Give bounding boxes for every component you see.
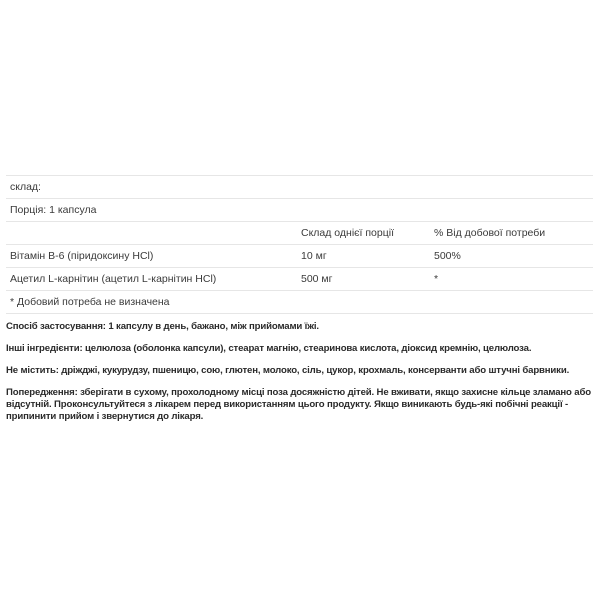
ingredient-name: Вітамін B-6 (піридоксину HCl) [10, 250, 154, 262]
ingredient-amount: 10 мг [301, 250, 327, 262]
table-row [6, 245, 593, 268]
ingredient-daily-value: 500% [434, 250, 461, 262]
header-daily-value: % Від добової потреби [434, 227, 546, 239]
supplement-facts-table [6, 175, 593, 314]
usage-instructions: Спосіб застосування: 1 капсулу в день, бажано, між прийомами їжі. [6, 321, 319, 332]
ingredient-name: Ацетил L-карнітин (ацетил L-карнітин HCl) [10, 273, 217, 285]
warning-text: Попередження: зберігати в сухому, прохолодному місці поза досяжністю дітей. Не вживати, якщо захисне кільце зламано або відсутній. Проконсультуйтеся з лікарем перед використанням цього продукту. Якщо виникають будь-які побічні реакції - припинити прийом і звернутися до лікаря. [6, 387, 591, 422]
header-amount-per-serving: Склад однієї порції [301, 227, 394, 239]
other-ingredients: Інші інгредієнти: целюлоза (оболонка капсули), стеарат магнію, стеаринова кислота, діоксид кремнію, целюлоза. [6, 343, 532, 354]
section-label: склад: [10, 181, 41, 193]
ingredient-daily-value: * [434, 273, 439, 285]
section-label-row [6, 176, 593, 199]
footnote: * Добовий потреба не визначена [10, 296, 170, 308]
table-header-row [6, 222, 593, 245]
serving-size: Порція: 1 капсула [10, 204, 97, 216]
footnote-row [6, 291, 593, 314]
ingredient-amount: 500 мг [301, 273, 333, 285]
free-of-list: Не містить: дріжджі, кукурудзу, пшеницю, сою, глютен, молоко, сіль, цукор, крохмаль, консерванти або штучні барвники. [6, 365, 570, 376]
product-notes [6, 321, 594, 433]
serving-size-row [6, 199, 593, 222]
table-row [6, 268, 593, 291]
